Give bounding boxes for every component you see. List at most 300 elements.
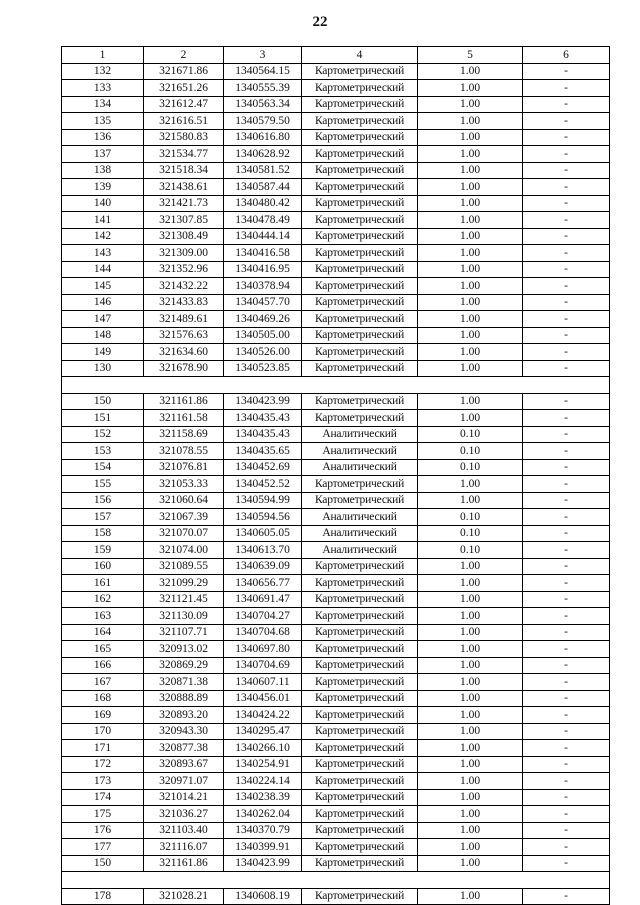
- table-row: [62, 476, 610, 493]
- column-header: 2: [144, 47, 224, 64]
- point-number-cell: 178: [62, 888, 144, 905]
- note-cell: -: [523, 855, 610, 872]
- note-cell: -: [523, 674, 610, 691]
- note-cell: -: [523, 773, 610, 790]
- method-cell: Картометрический: [302, 740, 418, 757]
- point-number-cell: 163: [62, 608, 144, 625]
- x-coordinate-cell: 321489.61: [144, 311, 224, 328]
- point-number-cell: 132: [62, 63, 144, 80]
- y-coordinate-cell: 1340238.39: [224, 789, 302, 806]
- y-coordinate-cell: 1340444.14: [224, 228, 302, 245]
- note-cell: -: [523, 426, 610, 443]
- y-coordinate-cell: 1340697.80: [224, 641, 302, 658]
- table-row: [62, 212, 610, 229]
- table-row: [62, 245, 610, 262]
- accuracy-cell: 1.00: [418, 393, 523, 410]
- method-cell: Картометрический: [302, 113, 418, 130]
- note-cell: -: [523, 756, 610, 773]
- point-number-cell: 169: [62, 707, 144, 724]
- point-number-cell: 167: [62, 674, 144, 691]
- note-cell: -: [523, 245, 610, 262]
- note-cell: -: [523, 129, 610, 146]
- method-cell: Картометрический: [302, 96, 418, 113]
- accuracy-cell: 1.00: [418, 311, 523, 328]
- accuracy-cell: 1.00: [418, 80, 523, 97]
- x-coordinate-cell: 320893.20: [144, 707, 224, 724]
- method-cell: Картометрический: [302, 311, 418, 328]
- accuracy-cell: 1.00: [418, 179, 523, 196]
- note-cell: -: [523, 641, 610, 658]
- y-coordinate-cell: 1340616.80: [224, 129, 302, 146]
- accuracy-cell: 1.00: [418, 96, 523, 113]
- point-number-cell: 165: [62, 641, 144, 658]
- x-coordinate-cell: 321060.64: [144, 492, 224, 509]
- x-coordinate-cell: 321678.90: [144, 360, 224, 377]
- point-number-cell: 166: [62, 657, 144, 674]
- note-cell: -: [523, 443, 610, 460]
- method-cell: Картометрический: [302, 575, 418, 592]
- table-row: [62, 162, 610, 179]
- point-number-cell: 159: [62, 542, 144, 559]
- accuracy-cell: 1.00: [418, 146, 523, 163]
- method-cell: Картометрический: [302, 393, 418, 410]
- table-row: [62, 278, 610, 295]
- x-coordinate-cell: 321028.21: [144, 888, 224, 905]
- accuracy-cell: 1.00: [418, 789, 523, 806]
- accuracy-cell: 1.00: [418, 707, 523, 724]
- method-cell: Аналитический: [302, 542, 418, 559]
- table-row: [62, 525, 610, 542]
- accuracy-cell: 1.00: [418, 888, 523, 905]
- note-cell: -: [523, 294, 610, 311]
- note-cell: -: [523, 278, 610, 295]
- table-row: [62, 806, 610, 823]
- accuracy-cell: 1.00: [418, 608, 523, 625]
- point-number-cell: 145: [62, 278, 144, 295]
- note-cell: -: [523, 558, 610, 575]
- accuracy-cell: 0.10: [418, 443, 523, 460]
- y-coordinate-cell: 1340656.77: [224, 575, 302, 592]
- accuracy-cell: 1.00: [418, 228, 523, 245]
- point-number-cell: 130: [62, 360, 144, 377]
- y-coordinate-cell: 1340480.42: [224, 195, 302, 212]
- accuracy-cell: 0.10: [418, 459, 523, 476]
- table-row: [62, 756, 610, 773]
- x-coordinate-cell: 321103.40: [144, 822, 224, 839]
- note-cell: -: [523, 822, 610, 839]
- method-cell: Картометрический: [302, 212, 418, 229]
- method-cell: Картометрический: [302, 756, 418, 773]
- table-row: [62, 542, 610, 559]
- point-number-cell: 143: [62, 245, 144, 262]
- method-cell: Картометрический: [302, 179, 418, 196]
- y-coordinate-cell: 1340456.01: [224, 690, 302, 707]
- accuracy-cell: 1.00: [418, 195, 523, 212]
- x-coordinate-cell: 320877.38: [144, 740, 224, 757]
- group-separator-row: [62, 872, 610, 889]
- method-cell: Картометрический: [302, 195, 418, 212]
- method-cell: Аналитический: [302, 426, 418, 443]
- point-number-cell: 146: [62, 294, 144, 311]
- note-cell: -: [523, 608, 610, 625]
- accuracy-cell: 1.00: [418, 245, 523, 262]
- method-cell: Аналитический: [302, 459, 418, 476]
- method-cell: Картометрический: [302, 723, 418, 740]
- x-coordinate-cell: 320943.30: [144, 723, 224, 740]
- method-cell: Картометрический: [302, 162, 418, 179]
- x-coordinate-cell: 321074.00: [144, 542, 224, 559]
- point-number-cell: 139: [62, 179, 144, 196]
- y-coordinate-cell: 1340399.91: [224, 839, 302, 856]
- column-header: 3: [224, 47, 302, 64]
- point-number-cell: 141: [62, 212, 144, 229]
- method-cell: Картометрический: [302, 822, 418, 839]
- x-coordinate-cell: 321612.47: [144, 96, 224, 113]
- note-cell: -: [523, 195, 610, 212]
- x-coordinate-cell: 320913.02: [144, 641, 224, 658]
- accuracy-cell: 1.00: [418, 657, 523, 674]
- x-coordinate-cell: 321116.07: [144, 839, 224, 856]
- x-coordinate-cell: 321518.34: [144, 162, 224, 179]
- accuracy-cell: 1.00: [418, 261, 523, 278]
- accuracy-cell: 1.00: [418, 723, 523, 740]
- table-header-row: [62, 47, 610, 64]
- x-coordinate-cell: 320971.07: [144, 773, 224, 790]
- note-cell: -: [523, 228, 610, 245]
- accuracy-cell: 0.10: [418, 426, 523, 443]
- point-number-cell: 133: [62, 80, 144, 97]
- table-row: [62, 641, 610, 658]
- point-number-cell: 136: [62, 129, 144, 146]
- note-cell: -: [523, 327, 610, 344]
- note-cell: -: [523, 888, 610, 905]
- note-cell: -: [523, 591, 610, 608]
- y-coordinate-cell: 1340478.49: [224, 212, 302, 229]
- note-cell: -: [523, 113, 610, 130]
- table-row: [62, 839, 610, 856]
- method-cell: Картометрический: [302, 789, 418, 806]
- x-coordinate-cell: 321307.85: [144, 212, 224, 229]
- accuracy-cell: 1.00: [418, 773, 523, 790]
- y-coordinate-cell: 1340378.94: [224, 278, 302, 295]
- coordinates-table: [61, 46, 610, 905]
- method-cell: Картометрический: [302, 245, 418, 262]
- accuracy-cell: 1.00: [418, 63, 523, 80]
- y-coordinate-cell: 1340435.43: [224, 410, 302, 427]
- method-cell: Картометрический: [302, 492, 418, 509]
- y-coordinate-cell: 1340605.05: [224, 525, 302, 542]
- y-coordinate-cell: 1340370.79: [224, 822, 302, 839]
- y-coordinate-cell: 1340254.91: [224, 756, 302, 773]
- accuracy-cell: 1.00: [418, 855, 523, 872]
- table-row: [62, 63, 610, 80]
- method-cell: Картометрический: [302, 476, 418, 493]
- note-cell: -: [523, 344, 610, 361]
- x-coordinate-cell: 321634.60: [144, 344, 224, 361]
- note-cell: -: [523, 542, 610, 559]
- method-cell: Картометрический: [302, 410, 418, 427]
- accuracy-cell: 1.00: [418, 839, 523, 856]
- method-cell: Аналитический: [302, 443, 418, 460]
- x-coordinate-cell: 321308.49: [144, 228, 224, 245]
- note-cell: -: [523, 162, 610, 179]
- method-cell: Картометрический: [302, 146, 418, 163]
- table-row: [62, 657, 610, 674]
- x-coordinate-cell: 321432.22: [144, 278, 224, 295]
- table-row: [62, 591, 610, 608]
- note-cell: -: [523, 212, 610, 229]
- accuracy-cell: 1.00: [418, 344, 523, 361]
- method-cell: Картометрический: [302, 773, 418, 790]
- y-coordinate-cell: 1340423.99: [224, 393, 302, 410]
- page-number: 22: [312, 14, 328, 30]
- accuracy-cell: 1.00: [418, 806, 523, 823]
- x-coordinate-cell: 321421.73: [144, 195, 224, 212]
- table-row: [62, 179, 610, 196]
- x-coordinate-cell: 321067.39: [144, 509, 224, 526]
- method-cell: Картометрический: [302, 674, 418, 691]
- table-row: [62, 624, 610, 641]
- table-row: [62, 393, 610, 410]
- point-number-cell: 152: [62, 426, 144, 443]
- point-number-cell: 177: [62, 839, 144, 856]
- method-cell: Картометрический: [302, 624, 418, 641]
- note-cell: -: [523, 806, 610, 823]
- table-row: [62, 344, 610, 361]
- y-coordinate-cell: 1340262.04: [224, 806, 302, 823]
- point-number-cell: 157: [62, 509, 144, 526]
- column-header: 6: [523, 47, 610, 64]
- note-cell: -: [523, 789, 610, 806]
- accuracy-cell: 0.10: [418, 509, 523, 526]
- empty-cell: [62, 872, 610, 889]
- method-cell: Картометрический: [302, 690, 418, 707]
- y-coordinate-cell: 1340452.52: [224, 476, 302, 493]
- point-number-cell: 148: [62, 327, 144, 344]
- x-coordinate-cell: 321158.69: [144, 426, 224, 443]
- y-coordinate-cell: 1340416.95: [224, 261, 302, 278]
- point-number-cell: 134: [62, 96, 144, 113]
- table-row: [62, 707, 610, 724]
- note-cell: -: [523, 839, 610, 856]
- table-row: [62, 740, 610, 757]
- table-row: [62, 195, 610, 212]
- accuracy-cell: 1.00: [418, 558, 523, 575]
- note-cell: -: [523, 624, 610, 641]
- table-row: [62, 146, 610, 163]
- x-coordinate-cell: 320888.89: [144, 690, 224, 707]
- y-coordinate-cell: 1340563.34: [224, 96, 302, 113]
- note-cell: -: [523, 261, 610, 278]
- accuracy-cell: 1.00: [418, 740, 523, 757]
- y-coordinate-cell: 1340704.27: [224, 608, 302, 625]
- x-coordinate-cell: 321161.58: [144, 410, 224, 427]
- point-number-cell: 138: [62, 162, 144, 179]
- x-coordinate-cell: 321014.21: [144, 789, 224, 806]
- method-cell: Картометрический: [302, 278, 418, 295]
- accuracy-cell: 1.00: [418, 476, 523, 493]
- y-coordinate-cell: 1340452.69: [224, 459, 302, 476]
- point-number-cell: 160: [62, 558, 144, 575]
- note-cell: -: [523, 740, 610, 757]
- note-cell: -: [523, 146, 610, 163]
- group-separator-row: [62, 377, 610, 394]
- note-cell: -: [523, 575, 610, 592]
- column-header: 5: [418, 47, 523, 64]
- method-cell: Картометрический: [302, 63, 418, 80]
- point-number-cell: 176: [62, 822, 144, 839]
- x-coordinate-cell: 321076.81: [144, 459, 224, 476]
- note-cell: -: [523, 525, 610, 542]
- table-row: [62, 575, 610, 592]
- x-coordinate-cell: 321616.51: [144, 113, 224, 130]
- x-coordinate-cell: 321053.33: [144, 476, 224, 493]
- table-row: [62, 311, 610, 328]
- table-row: [62, 492, 610, 509]
- method-cell: Картометрический: [302, 888, 418, 905]
- x-coordinate-cell: 321352.96: [144, 261, 224, 278]
- point-number-cell: 144: [62, 261, 144, 278]
- note-cell: -: [523, 393, 610, 410]
- table-row: [62, 558, 610, 575]
- y-coordinate-cell: 1340704.69: [224, 657, 302, 674]
- y-coordinate-cell: 1340469.26: [224, 311, 302, 328]
- x-coordinate-cell: 320893.67: [144, 756, 224, 773]
- table-row: [62, 443, 610, 460]
- table-row: [62, 690, 610, 707]
- y-coordinate-cell: 1340266.10: [224, 740, 302, 757]
- x-coordinate-cell: 321161.86: [144, 393, 224, 410]
- y-coordinate-cell: 1340691.47: [224, 591, 302, 608]
- table-row: [62, 773, 610, 790]
- x-coordinate-cell: 321438.61: [144, 179, 224, 196]
- table-row: [62, 608, 610, 625]
- table-row: [62, 360, 610, 377]
- method-cell: Картометрический: [302, 657, 418, 674]
- accuracy-cell: 1.00: [418, 278, 523, 295]
- point-number-cell: 158: [62, 525, 144, 542]
- point-number-cell: 155: [62, 476, 144, 493]
- method-cell: Картометрический: [302, 558, 418, 575]
- y-coordinate-cell: 1340523.85: [224, 360, 302, 377]
- table-row: [62, 509, 610, 526]
- note-cell: -: [523, 723, 610, 740]
- x-coordinate-cell: 321107.71: [144, 624, 224, 641]
- y-coordinate-cell: 1340628.92: [224, 146, 302, 163]
- accuracy-cell: 1.00: [418, 294, 523, 311]
- y-coordinate-cell: 1340564.15: [224, 63, 302, 80]
- y-coordinate-cell: 1340607.11: [224, 674, 302, 691]
- table-row: [62, 80, 610, 97]
- method-cell: Картометрический: [302, 641, 418, 658]
- table-row: [62, 228, 610, 245]
- method-cell: Картометрический: [302, 129, 418, 146]
- accuracy-cell: 1.00: [418, 756, 523, 773]
- note-cell: -: [523, 80, 610, 97]
- method-cell: Аналитический: [302, 525, 418, 542]
- y-coordinate-cell: 1340505.00: [224, 327, 302, 344]
- accuracy-cell: 1.00: [418, 822, 523, 839]
- y-coordinate-cell: 1340555.39: [224, 80, 302, 97]
- method-cell: Картометрический: [302, 707, 418, 724]
- point-number-cell: 147: [62, 311, 144, 328]
- y-coordinate-cell: 1340587.44: [224, 179, 302, 196]
- note-cell: -: [523, 311, 610, 328]
- method-cell: Картометрический: [302, 228, 418, 245]
- accuracy-cell: 1.00: [418, 162, 523, 179]
- point-number-cell: 173: [62, 773, 144, 790]
- note-cell: -: [523, 360, 610, 377]
- accuracy-cell: 1.00: [418, 575, 523, 592]
- accuracy-cell: 1.00: [418, 690, 523, 707]
- point-number-cell: 156: [62, 492, 144, 509]
- y-coordinate-cell: 1340581.52: [224, 162, 302, 179]
- accuracy-cell: 1.00: [418, 212, 523, 229]
- accuracy-cell: 1.00: [418, 113, 523, 130]
- method-cell: Картометрический: [302, 591, 418, 608]
- x-coordinate-cell: 321161.86: [144, 855, 224, 872]
- note-cell: -: [523, 707, 610, 724]
- y-coordinate-cell: 1340423.99: [224, 855, 302, 872]
- accuracy-cell: 1.00: [418, 327, 523, 344]
- point-number-cell: 140: [62, 195, 144, 212]
- accuracy-cell: 1.00: [418, 674, 523, 691]
- accuracy-cell: 1.00: [418, 591, 523, 608]
- accuracy-cell: 1.00: [418, 360, 523, 377]
- table-row: [62, 426, 610, 443]
- accuracy-cell: 1.00: [418, 492, 523, 509]
- note-cell: -: [523, 179, 610, 196]
- y-coordinate-cell: 1340424.22: [224, 707, 302, 724]
- x-coordinate-cell: 320869.29: [144, 657, 224, 674]
- note-cell: -: [523, 459, 610, 476]
- point-number-cell: 168: [62, 690, 144, 707]
- table-row: [62, 327, 610, 344]
- method-cell: Картометрический: [302, 839, 418, 856]
- point-number-cell: 162: [62, 591, 144, 608]
- point-number-cell: 150: [62, 855, 144, 872]
- point-number-cell: 174: [62, 789, 144, 806]
- point-number-cell: 161: [62, 575, 144, 592]
- method-cell: Картометрический: [302, 360, 418, 377]
- point-number-cell: 150: [62, 393, 144, 410]
- x-coordinate-cell: 321070.07: [144, 525, 224, 542]
- point-number-cell: 171: [62, 740, 144, 757]
- table-row: [62, 129, 610, 146]
- method-cell: Картометрический: [302, 327, 418, 344]
- table-row: [62, 888, 610, 905]
- table-row: [62, 294, 610, 311]
- coordinates-table-body: [62, 47, 610, 905]
- x-coordinate-cell: 321671.86: [144, 63, 224, 80]
- table-row: [62, 113, 610, 130]
- method-cell: Картометрический: [302, 608, 418, 625]
- y-coordinate-cell: 1340594.99: [224, 492, 302, 509]
- point-number-cell: 172: [62, 756, 144, 773]
- point-number-cell: 142: [62, 228, 144, 245]
- x-coordinate-cell: 321309.00: [144, 245, 224, 262]
- y-coordinate-cell: 1340416.58: [224, 245, 302, 262]
- note-cell: -: [523, 63, 610, 80]
- y-coordinate-cell: 1340704.68: [224, 624, 302, 641]
- method-cell: Картометрический: [302, 806, 418, 823]
- point-number-cell: 153: [62, 443, 144, 460]
- accuracy-cell: 1.00: [418, 624, 523, 641]
- column-header: 4: [302, 47, 418, 64]
- y-coordinate-cell: 1340457.70: [224, 294, 302, 311]
- table-row: [62, 723, 610, 740]
- note-cell: -: [523, 690, 610, 707]
